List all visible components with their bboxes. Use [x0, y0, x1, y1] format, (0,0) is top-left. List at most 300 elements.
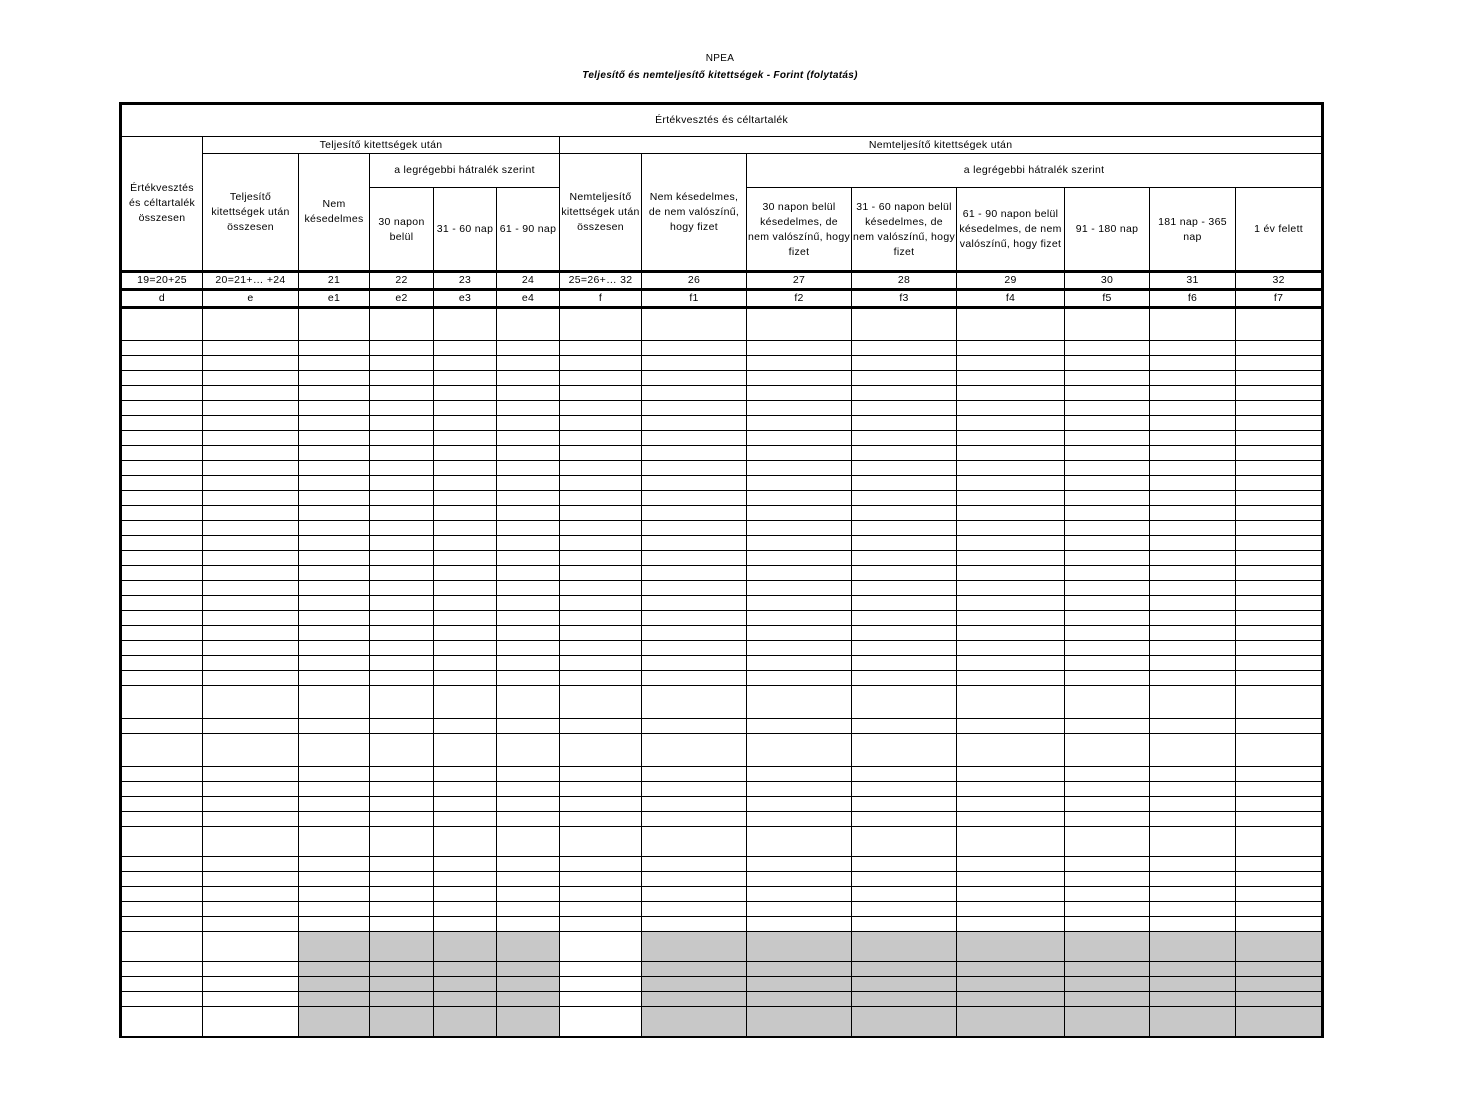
table-cell[interactable] [497, 686, 560, 719]
table-cell[interactable] [642, 827, 747, 857]
table-cell[interactable] [1150, 857, 1236, 872]
table-cell[interactable] [203, 431, 299, 446]
table-cell[interactable] [299, 902, 370, 917]
table-cell[interactable] [1065, 356, 1150, 371]
table-cell[interactable] [747, 932, 852, 962]
table-cell[interactable] [1065, 491, 1150, 506]
table-cell[interactable] [203, 656, 299, 671]
table-cell[interactable] [747, 431, 852, 446]
table-cell[interactable] [852, 491, 957, 506]
table-cell[interactable] [370, 917, 434, 932]
table-cell[interactable] [434, 671, 497, 686]
table-cell[interactable] [747, 626, 852, 641]
table-cell[interactable] [957, 962, 1065, 977]
table-cell[interactable] [121, 797, 203, 812]
table-cell[interactable] [121, 536, 203, 551]
table-cell[interactable] [1065, 446, 1150, 461]
table-cell[interactable] [560, 686, 642, 719]
table-cell[interactable] [1150, 356, 1236, 371]
table-cell[interactable] [560, 461, 642, 476]
table-cell[interactable] [1150, 308, 1236, 341]
table-cell[interactable] [203, 812, 299, 827]
table-cell[interactable] [852, 671, 957, 686]
table-cell[interactable] [747, 812, 852, 827]
table-cell[interactable] [1150, 977, 1236, 992]
table-cell[interactable] [121, 782, 203, 797]
table-cell[interactable] [1150, 992, 1236, 1007]
table-cell[interactable] [1065, 767, 1150, 782]
table-cell[interactable] [203, 536, 299, 551]
table-cell[interactable] [1065, 476, 1150, 491]
table-cell[interactable] [497, 827, 560, 857]
table-cell[interactable] [203, 416, 299, 431]
table-cell[interactable] [203, 686, 299, 719]
table-cell[interactable] [370, 431, 434, 446]
table-cell[interactable] [1065, 671, 1150, 686]
table-cell[interactable] [1065, 626, 1150, 641]
table-cell[interactable] [642, 416, 747, 431]
table-cell[interactable] [497, 536, 560, 551]
table-cell[interactable] [299, 671, 370, 686]
table-cell[interactable] [370, 767, 434, 782]
table-cell[interactable] [434, 386, 497, 401]
table-cell[interactable] [560, 431, 642, 446]
table-cell[interactable] [560, 536, 642, 551]
table-cell[interactable] [299, 461, 370, 476]
table-cell[interactable] [957, 551, 1065, 566]
table-cell[interactable] [370, 611, 434, 626]
table-cell[interactable] [560, 551, 642, 566]
table-cell[interactable] [560, 887, 642, 902]
table-cell[interactable] [1150, 719, 1236, 734]
table-cell[interactable] [852, 782, 957, 797]
table-cell[interactable] [957, 308, 1065, 341]
table-cell[interactable] [497, 782, 560, 797]
table-cell[interactable] [560, 356, 642, 371]
table-cell[interactable] [299, 917, 370, 932]
table-cell[interactable] [560, 506, 642, 521]
table-cell[interactable] [1065, 734, 1150, 767]
table-cell[interactable] [299, 827, 370, 857]
table-cell[interactable] [203, 581, 299, 596]
table-cell[interactable] [560, 386, 642, 401]
table-cell[interactable] [299, 611, 370, 626]
table-cell[interactable] [121, 611, 203, 626]
table-cell[interactable] [434, 521, 497, 536]
table-cell[interactable] [1236, 686, 1323, 719]
table-cell[interactable] [852, 641, 957, 656]
table-cell[interactable] [121, 491, 203, 506]
table-cell[interactable] [299, 371, 370, 386]
table-cell[interactable] [434, 686, 497, 719]
table-cell[interactable] [1236, 1007, 1323, 1037]
table-cell[interactable] [1236, 476, 1323, 491]
table-cell[interactable] [560, 734, 642, 767]
table-cell[interactable] [560, 581, 642, 596]
table-cell[interactable] [957, 446, 1065, 461]
table-cell[interactable] [434, 551, 497, 566]
table-cell[interactable] [560, 371, 642, 386]
table-cell[interactable] [1150, 506, 1236, 521]
table-cell[interactable] [560, 767, 642, 782]
table-cell[interactable] [434, 872, 497, 887]
table-cell[interactable] [1150, 521, 1236, 536]
table-cell[interactable] [747, 386, 852, 401]
table-cell[interactable] [370, 308, 434, 341]
table-cell[interactable] [642, 767, 747, 782]
table-cell[interactable] [1236, 506, 1323, 521]
table-cell[interactable] [1065, 812, 1150, 827]
table-cell[interactable] [852, 797, 957, 812]
table-cell[interactable] [370, 641, 434, 656]
table-cell[interactable] [1236, 551, 1323, 566]
table-cell[interactable] [747, 827, 852, 857]
table-cell[interactable] [434, 902, 497, 917]
table-cell[interactable] [121, 566, 203, 581]
table-cell[interactable] [299, 932, 370, 962]
table-cell[interactable] [121, 446, 203, 461]
table-cell[interactable] [957, 734, 1065, 767]
table-cell[interactable] [852, 401, 957, 416]
table-cell[interactable] [747, 596, 852, 611]
table-cell[interactable] [299, 686, 370, 719]
table-cell[interactable] [121, 308, 203, 341]
table-cell[interactable] [434, 416, 497, 431]
table-cell[interactable] [121, 992, 203, 1007]
table-cell[interactable] [497, 401, 560, 416]
table-cell[interactable] [121, 932, 203, 962]
table-cell[interactable] [1065, 431, 1150, 446]
table-cell[interactable] [121, 719, 203, 734]
table-cell[interactable] [1236, 932, 1323, 962]
table-cell[interactable] [1236, 902, 1323, 917]
table-cell[interactable] [747, 734, 852, 767]
table-cell[interactable] [497, 491, 560, 506]
table-cell[interactable] [642, 446, 747, 461]
table-cell[interactable] [957, 476, 1065, 491]
table-cell[interactable] [299, 431, 370, 446]
table-cell[interactable] [434, 341, 497, 356]
table-cell[interactable] [370, 581, 434, 596]
table-cell[interactable] [497, 962, 560, 977]
table-cell[interactable] [370, 812, 434, 827]
table-cell[interactable] [203, 491, 299, 506]
table-cell[interactable] [642, 506, 747, 521]
table-cell[interactable] [1236, 446, 1323, 461]
table-cell[interactable] [560, 977, 642, 992]
table-cell[interactable] [1150, 386, 1236, 401]
table-cell[interactable] [642, 686, 747, 719]
table-cell[interactable] [957, 566, 1065, 581]
table-cell[interactable] [1150, 734, 1236, 767]
table-cell[interactable] [642, 536, 747, 551]
table-cell[interactable] [560, 641, 642, 656]
table-cell[interactable] [747, 797, 852, 812]
table-cell[interactable] [1236, 521, 1323, 536]
table-cell[interactable] [957, 719, 1065, 734]
table-cell[interactable] [1150, 812, 1236, 827]
table-cell[interactable] [957, 401, 1065, 416]
table-cell[interactable] [1065, 857, 1150, 872]
table-cell[interactable] [299, 386, 370, 401]
table-cell[interactable] [497, 857, 560, 872]
table-cell[interactable] [497, 626, 560, 641]
table-cell[interactable] [957, 887, 1065, 902]
table-cell[interactable] [434, 401, 497, 416]
table-cell[interactable] [1150, 767, 1236, 782]
table-cell[interactable] [434, 491, 497, 506]
table-cell[interactable] [852, 536, 957, 551]
table-cell[interactable] [852, 812, 957, 827]
table-cell[interactable] [434, 461, 497, 476]
table-cell[interactable] [497, 767, 560, 782]
table-cell[interactable] [434, 356, 497, 371]
table-cell[interactable] [747, 992, 852, 1007]
table-cell[interactable] [957, 827, 1065, 857]
table-cell[interactable] [370, 932, 434, 962]
table-cell[interactable] [957, 341, 1065, 356]
table-cell[interactable] [299, 506, 370, 521]
table-cell[interactable] [1236, 581, 1323, 596]
table-cell[interactable] [560, 992, 642, 1007]
table-cell[interactable] [497, 431, 560, 446]
table-cell[interactable] [1236, 917, 1323, 932]
table-cell[interactable] [121, 581, 203, 596]
table-cell[interactable] [642, 782, 747, 797]
table-cell[interactable] [957, 656, 1065, 671]
table-cell[interactable] [1236, 962, 1323, 977]
table-cell[interactable] [852, 977, 957, 992]
table-cell[interactable] [203, 917, 299, 932]
table-cell[interactable] [957, 491, 1065, 506]
table-cell[interactable] [1065, 536, 1150, 551]
table-cell[interactable] [497, 476, 560, 491]
table-cell[interactable] [747, 536, 852, 551]
table-cell[interactable] [1150, 491, 1236, 506]
table-cell[interactable] [747, 461, 852, 476]
table-cell[interactable] [852, 857, 957, 872]
table-cell[interactable] [497, 371, 560, 386]
table-cell[interactable] [642, 671, 747, 686]
table-cell[interactable] [434, 566, 497, 581]
table-cell[interactable] [1150, 431, 1236, 446]
table-cell[interactable] [642, 977, 747, 992]
table-cell[interactable] [370, 506, 434, 521]
table-cell[interactable] [121, 341, 203, 356]
table-cell[interactable] [121, 1007, 203, 1037]
table-cell[interactable] [1236, 626, 1323, 641]
table-cell[interactable] [203, 857, 299, 872]
table-cell[interactable] [560, 308, 642, 341]
table-cell[interactable] [852, 461, 957, 476]
table-cell[interactable] [203, 767, 299, 782]
table-cell[interactable] [560, 719, 642, 734]
table-cell[interactable] [434, 857, 497, 872]
table-cell[interactable] [497, 917, 560, 932]
table-cell[interactable] [370, 734, 434, 767]
table-cell[interactable] [1150, 611, 1236, 626]
table-cell[interactable] [957, 641, 1065, 656]
table-cell[interactable] [1236, 386, 1323, 401]
table-cell[interactable] [497, 581, 560, 596]
table-cell[interactable] [203, 641, 299, 656]
table-cell[interactable] [434, 626, 497, 641]
table-cell[interactable] [1150, 566, 1236, 581]
table-cell[interactable] [1065, 686, 1150, 719]
table-cell[interactable] [747, 641, 852, 656]
table-cell[interactable] [370, 536, 434, 551]
table-cell[interactable] [747, 416, 852, 431]
table-cell[interactable] [121, 431, 203, 446]
table-cell[interactable] [1236, 611, 1323, 626]
table-cell[interactable] [560, 782, 642, 797]
table-cell[interactable] [203, 551, 299, 566]
table-cell[interactable] [852, 656, 957, 671]
table-cell[interactable] [203, 1007, 299, 1037]
table-cell[interactable] [121, 506, 203, 521]
table-cell[interactable] [1236, 767, 1323, 782]
table-cell[interactable] [560, 491, 642, 506]
table-cell[interactable] [957, 356, 1065, 371]
table-cell[interactable] [121, 917, 203, 932]
table-cell[interactable] [203, 566, 299, 581]
table-cell[interactable] [370, 857, 434, 872]
table-cell[interactable] [434, 917, 497, 932]
table-cell[interactable] [203, 719, 299, 734]
table-cell[interactable] [1236, 782, 1323, 797]
table-cell[interactable] [497, 1007, 560, 1037]
table-cell[interactable] [434, 308, 497, 341]
table-cell[interactable] [957, 902, 1065, 917]
table-cell[interactable] [497, 797, 560, 812]
table-cell[interactable] [1150, 1007, 1236, 1037]
table-cell[interactable] [121, 977, 203, 992]
table-cell[interactable] [1065, 977, 1150, 992]
table-cell[interactable] [1236, 797, 1323, 812]
table-cell[interactable] [747, 581, 852, 596]
table-cell[interactable] [1236, 596, 1323, 611]
table-cell[interactable] [1236, 887, 1323, 902]
table-cell[interactable] [1150, 872, 1236, 887]
table-cell[interactable] [1065, 611, 1150, 626]
table-cell[interactable] [370, 782, 434, 797]
table-cell[interactable] [852, 308, 957, 341]
table-cell[interactable] [852, 386, 957, 401]
table-cell[interactable] [642, 551, 747, 566]
table-cell[interactable] [747, 917, 852, 932]
table-cell[interactable] [203, 734, 299, 767]
table-cell[interactable] [299, 656, 370, 671]
table-cell[interactable] [299, 1007, 370, 1037]
table-cell[interactable] [1065, 962, 1150, 977]
table-cell[interactable] [852, 827, 957, 857]
table-cell[interactable] [1150, 626, 1236, 641]
table-cell[interactable] [1065, 641, 1150, 656]
table-cell[interactable] [121, 461, 203, 476]
table-cell[interactable] [642, 626, 747, 641]
table-cell[interactable] [852, 521, 957, 536]
table-cell[interactable] [747, 872, 852, 887]
table-cell[interactable] [370, 827, 434, 857]
table-cell[interactable] [1065, 566, 1150, 581]
table-cell[interactable] [203, 872, 299, 887]
table-cell[interactable] [1236, 308, 1323, 341]
table-cell[interactable] [497, 992, 560, 1007]
table-cell[interactable] [1150, 962, 1236, 977]
table-cell[interactable] [1150, 686, 1236, 719]
table-cell[interactable] [203, 371, 299, 386]
table-cell[interactable] [370, 521, 434, 536]
table-cell[interactable] [1150, 932, 1236, 962]
table-cell[interactable] [852, 932, 957, 962]
table-cell[interactable] [497, 551, 560, 566]
table-cell[interactable] [434, 797, 497, 812]
table-cell[interactable] [1236, 536, 1323, 551]
table-cell[interactable] [1150, 371, 1236, 386]
table-cell[interactable] [852, 767, 957, 782]
table-cell[interactable] [852, 356, 957, 371]
table-cell[interactable] [747, 308, 852, 341]
table-cell[interactable] [957, 536, 1065, 551]
table-cell[interactable] [299, 566, 370, 581]
table-cell[interactable] [852, 431, 957, 446]
table-cell[interactable] [747, 767, 852, 782]
table-cell[interactable] [121, 551, 203, 566]
table-cell[interactable] [1065, 401, 1150, 416]
table-cell[interactable] [497, 611, 560, 626]
table-cell[interactable] [852, 902, 957, 917]
table-cell[interactable] [1150, 797, 1236, 812]
table-cell[interactable] [560, 416, 642, 431]
table-cell[interactable] [299, 356, 370, 371]
table-cell[interactable] [560, 1007, 642, 1037]
table-cell[interactable] [747, 782, 852, 797]
table-cell[interactable] [370, 566, 434, 581]
table-cell[interactable] [1065, 797, 1150, 812]
table-cell[interactable] [121, 857, 203, 872]
table-cell[interactable] [497, 932, 560, 962]
table-cell[interactable] [1236, 431, 1323, 446]
table-cell[interactable] [852, 887, 957, 902]
table-cell[interactable] [560, 446, 642, 461]
table-cell[interactable] [1065, 521, 1150, 536]
table-cell[interactable] [560, 566, 642, 581]
table-cell[interactable] [957, 1007, 1065, 1037]
table-cell[interactable] [560, 917, 642, 932]
table-cell[interactable] [1236, 641, 1323, 656]
table-cell[interactable] [560, 656, 642, 671]
table-cell[interactable] [434, 962, 497, 977]
table-cell[interactable] [121, 416, 203, 431]
table-cell[interactable] [642, 797, 747, 812]
table-cell[interactable] [642, 341, 747, 356]
table-cell[interactable] [203, 887, 299, 902]
table-cell[interactable] [642, 872, 747, 887]
table-cell[interactable] [1065, 917, 1150, 932]
table-cell[interactable] [852, 476, 957, 491]
table-cell[interactable] [642, 476, 747, 491]
table-cell[interactable] [1150, 446, 1236, 461]
table-cell[interactable] [560, 827, 642, 857]
table-cell[interactable] [852, 872, 957, 887]
table-cell[interactable] [434, 767, 497, 782]
table-cell[interactable] [642, 356, 747, 371]
table-cell[interactable] [434, 887, 497, 902]
table-cell[interactable] [497, 641, 560, 656]
table-cell[interactable] [1065, 596, 1150, 611]
table-cell[interactable] [1065, 371, 1150, 386]
table-cell[interactable] [642, 521, 747, 536]
